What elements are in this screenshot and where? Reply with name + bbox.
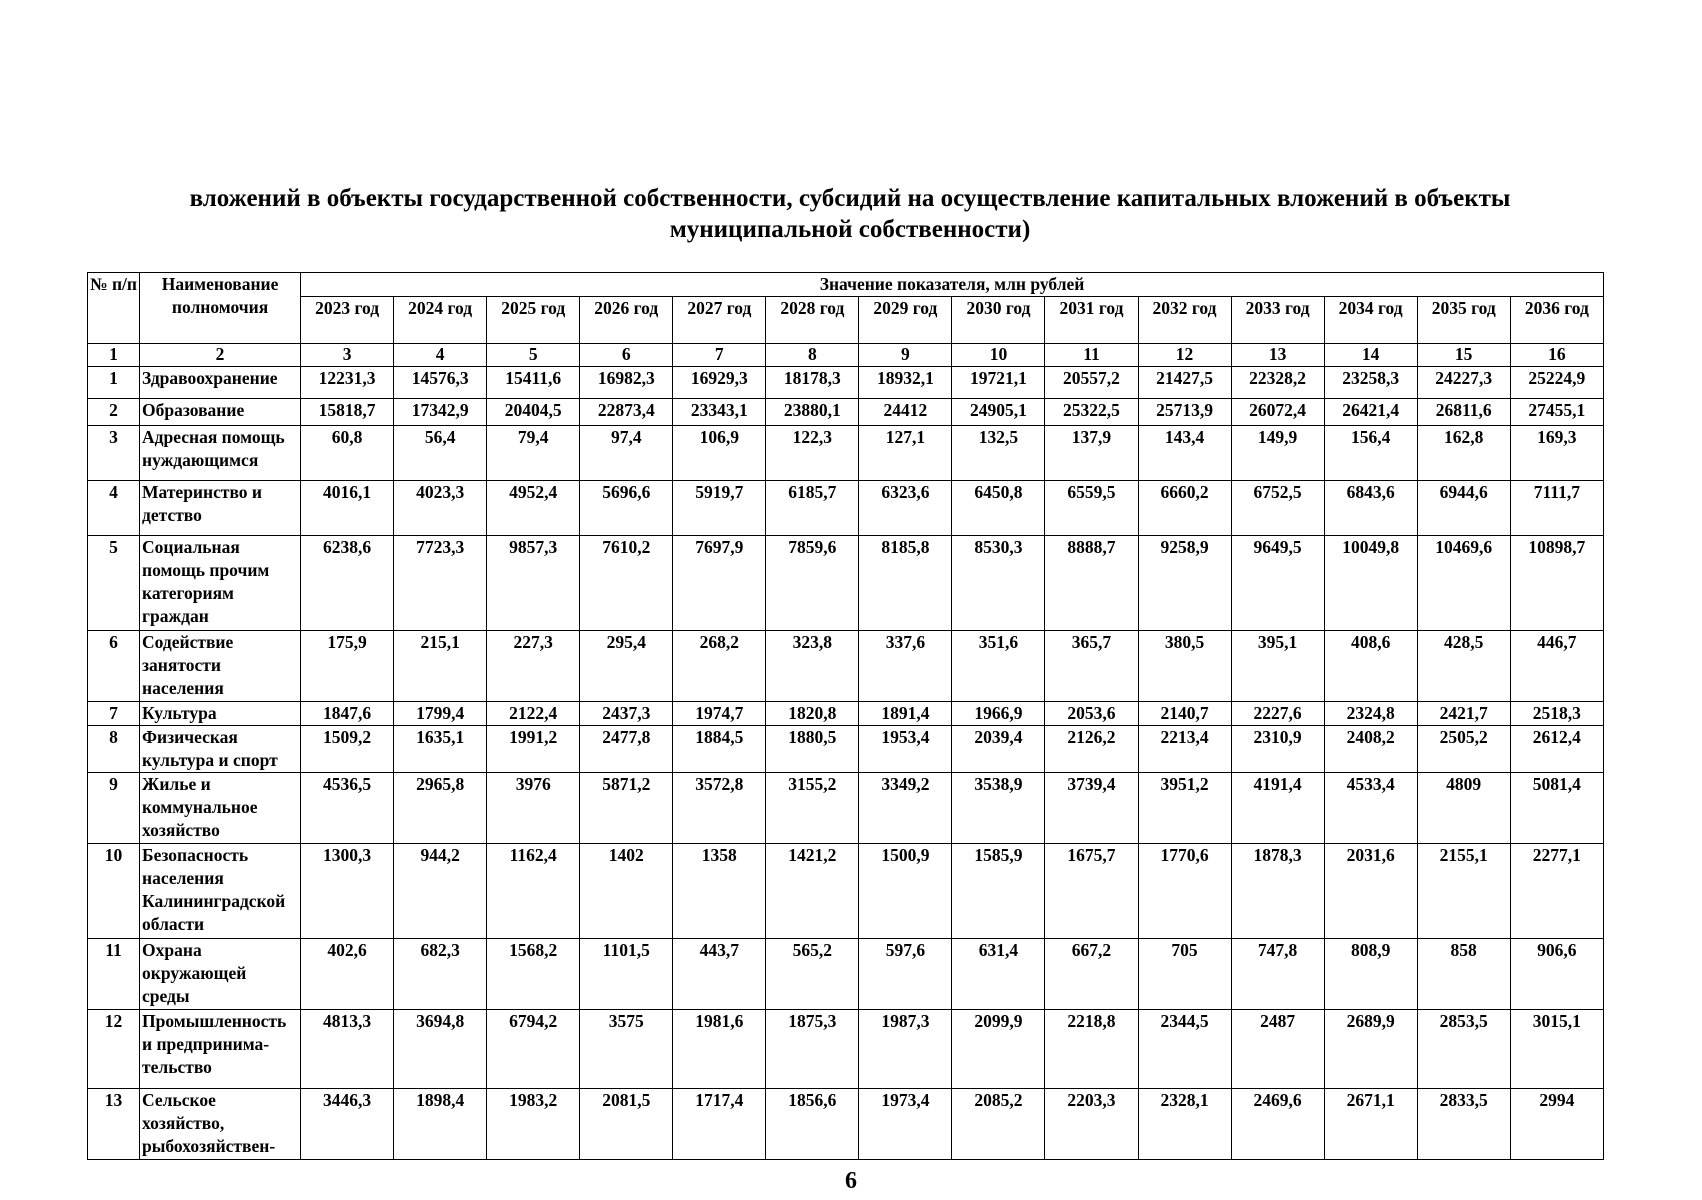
table-body — [88, 344, 1604, 1160]
value-cell: 4809 — [1417, 773, 1510, 844]
value-cell: 6185,7 — [766, 481, 859, 536]
value-cell: 631,4 — [952, 939, 1045, 1010]
value-cell: 8530,3 — [952, 536, 1045, 631]
value-cell: 597,6 — [859, 939, 952, 1010]
value-cell: 1875,3 — [766, 1010, 859, 1089]
column-header-number: № п/п — [88, 273, 140, 344]
value-cell: 747,8 — [1231, 939, 1324, 1010]
value-cell: 2227,6 — [1231, 702, 1324, 726]
column-header-name: Наименование полномочия — [140, 273, 301, 344]
value-cell: 3015,1 — [1510, 1010, 1603, 1089]
value-cell: 3976 — [487, 773, 580, 844]
value-cell: 6559,5 — [1045, 481, 1138, 536]
value-cell: 565,2 — [766, 939, 859, 1010]
value-cell: 137,9 — [1045, 426, 1138, 481]
value-cell: 2421,7 — [1417, 702, 1510, 726]
value-cell: 169,3 — [1510, 426, 1603, 481]
value-cell: 395,1 — [1231, 631, 1324, 702]
value-cell: 25322,5 — [1045, 399, 1138, 426]
value-cell: 1799,4 — [394, 702, 487, 726]
value-cell: 1635,1 — [394, 726, 487, 773]
value-cell: 97,4 — [580, 426, 673, 481]
value-cell: 2612,4 — [1510, 726, 1603, 773]
row-number-cell: 6 — [88, 631, 140, 702]
value-cell: 16982,3 — [580, 367, 673, 399]
value-cell: 4016,1 — [301, 481, 394, 536]
value-cell: 22873,4 — [580, 399, 673, 426]
year-header-10: 2032 год — [1138, 297, 1231, 344]
value-cell: 1820,8 — [766, 702, 859, 726]
value-cell: 428,5 — [1417, 631, 1510, 702]
value-cell: 156,4 — [1324, 426, 1417, 481]
value-cell: 2324,8 — [1324, 702, 1417, 726]
value-cell: 1675,7 — [1045, 844, 1138, 939]
value-cell: 402,6 — [301, 939, 394, 1010]
value-cell: 3446,3 — [301, 1089, 394, 1160]
value-cell: 6843,6 — [1324, 481, 1417, 536]
value-cell: 667,2 — [1045, 939, 1138, 1010]
value-cell: 8888,7 — [1045, 536, 1138, 631]
value-cell: 408,6 — [1324, 631, 1417, 702]
column-number-13: 13 — [1231, 344, 1324, 367]
value-cell: 1973,4 — [859, 1089, 952, 1160]
value-cell: 6660,2 — [1138, 481, 1231, 536]
row-name-cell: Адресная помощь нуждающимся — [140, 426, 301, 481]
year-header-row — [88, 297, 1604, 344]
value-cell: 22328,2 — [1231, 367, 1324, 399]
value-cell: 6794,2 — [487, 1010, 580, 1089]
value-cell: 858 — [1417, 939, 1510, 1010]
value-cell: 6752,5 — [1231, 481, 1324, 536]
value-cell: 2328,1 — [1138, 1089, 1231, 1160]
value-cell: 16929,3 — [673, 367, 766, 399]
value-cell: 3155,2 — [766, 773, 859, 844]
value-cell: 23880,1 — [766, 399, 859, 426]
value-cell: 1953,4 — [859, 726, 952, 773]
value-cell: 2518,3 — [1510, 702, 1603, 726]
value-cell: 2853,5 — [1417, 1010, 1510, 1089]
value-cell: 2505,2 — [1417, 726, 1510, 773]
value-cell: 6450,8 — [952, 481, 1045, 536]
year-header-12: 2034 год — [1324, 297, 1417, 344]
value-cell: 143,4 — [1138, 426, 1231, 481]
value-cell: 1568,2 — [487, 939, 580, 1010]
row-number-cell: 11 — [88, 939, 140, 1010]
value-cell: 9857,3 — [487, 536, 580, 631]
value-cell: 2408,2 — [1324, 726, 1417, 773]
table-row — [88, 726, 1604, 773]
value-cell: 906,6 — [1510, 939, 1603, 1010]
value-cell: 4536,5 — [301, 773, 394, 844]
row-name-cell: Сельское хозяйство, рыбохозяйствен- — [140, 1089, 301, 1160]
row-number-cell: 1 — [88, 367, 140, 399]
value-cell: 1898,4 — [394, 1089, 487, 1160]
table-row — [88, 536, 1604, 631]
column-number-1: 1 — [88, 344, 140, 367]
value-cell: 7723,3 — [394, 536, 487, 631]
value-cell: 10469,6 — [1417, 536, 1510, 631]
column-number-9: 9 — [859, 344, 952, 367]
value-cell: 5871,2 — [580, 773, 673, 844]
value-cell: 1509,2 — [301, 726, 394, 773]
value-cell: 60,8 — [301, 426, 394, 481]
value-cell: 3538,9 — [952, 773, 1045, 844]
value-cell: 446,7 — [1510, 631, 1603, 702]
value-cell: 1162,4 — [487, 844, 580, 939]
value-cell: 25224,9 — [1510, 367, 1603, 399]
value-cell: 106,9 — [673, 426, 766, 481]
column-header-value-group: Значение показателя, млн рублей — [301, 273, 1604, 297]
value-cell: 7859,6 — [766, 536, 859, 631]
value-cell: 1717,4 — [673, 1089, 766, 1160]
value-cell: 24227,3 — [1417, 367, 1510, 399]
value-cell: 17342,9 — [394, 399, 487, 426]
value-cell: 2689,9 — [1324, 1010, 1417, 1089]
column-number-2: 2 — [140, 344, 301, 367]
value-cell: 2437,3 — [580, 702, 673, 726]
page-heading-line-2: муниципальной собственности) — [669, 216, 1031, 243]
value-cell: 1421,2 — [766, 844, 859, 939]
value-cell: 1101,5 — [580, 939, 673, 1010]
value-cell: 2469,6 — [1231, 1089, 1324, 1160]
value-cell: 2140,7 — [1138, 702, 1231, 726]
table-row — [88, 426, 1604, 481]
table-row — [88, 939, 1604, 1010]
row-number-cell: 7 — [88, 702, 140, 726]
value-cell: 3575 — [580, 1010, 673, 1089]
value-cell: 3572,8 — [673, 773, 766, 844]
value-cell: 1847,6 — [301, 702, 394, 726]
value-cell: 2203,3 — [1045, 1089, 1138, 1160]
column-number-10: 10 — [952, 344, 1045, 367]
value-cell: 2994 — [1510, 1089, 1603, 1160]
value-cell: 149,9 — [1231, 426, 1324, 481]
value-cell: 10049,8 — [1324, 536, 1417, 631]
value-cell: 24905,1 — [952, 399, 1045, 426]
value-cell: 337,6 — [859, 631, 952, 702]
value-cell: 4533,4 — [1324, 773, 1417, 844]
value-cell: 1500,9 — [859, 844, 952, 939]
page-number: 6 — [845, 1168, 857, 1194]
value-cell: 7610,2 — [580, 536, 673, 631]
year-header-4: 2026 год — [580, 297, 673, 344]
value-cell: 215,1 — [394, 631, 487, 702]
row-number-cell: 5 — [88, 536, 140, 631]
value-cell: 2053,6 — [1045, 702, 1138, 726]
year-header-9: 2031 год — [1045, 297, 1138, 344]
value-cell: 20557,2 — [1045, 367, 1138, 399]
column-number-row — [88, 344, 1604, 367]
value-cell: 1300,3 — [301, 844, 394, 939]
row-number-cell: 8 — [88, 726, 140, 773]
value-cell: 2085,2 — [952, 1089, 1045, 1160]
row-number-cell: 10 — [88, 844, 140, 939]
value-cell: 227,3 — [487, 631, 580, 702]
value-cell: 175,9 — [301, 631, 394, 702]
column-number-16: 16 — [1510, 344, 1603, 367]
row-number-cell: 9 — [88, 773, 140, 844]
value-cell: 14576,3 — [394, 367, 487, 399]
value-cell: 1991,2 — [487, 726, 580, 773]
table-row — [88, 481, 1604, 536]
row-name-cell: Безопасность населения Калининградской области — [140, 844, 301, 939]
table-row — [88, 1089, 1604, 1160]
row-number-cell: 12 — [88, 1010, 140, 1089]
year-header-11: 2033 год — [1231, 297, 1324, 344]
value-cell: 2833,5 — [1417, 1089, 1510, 1160]
value-cell: 5919,7 — [673, 481, 766, 536]
value-cell: 682,3 — [394, 939, 487, 1010]
value-cell: 3349,2 — [859, 773, 952, 844]
value-cell: 2155,1 — [1417, 844, 1510, 939]
year-header-5: 2027 год — [673, 297, 766, 344]
year-header-7: 2029 год — [859, 297, 952, 344]
value-cell: 56,4 — [394, 426, 487, 481]
value-cell: 1884,5 — [673, 726, 766, 773]
value-cell: 4023,3 — [394, 481, 487, 536]
value-cell: 2477,8 — [580, 726, 673, 773]
value-cell: 1402 — [580, 844, 673, 939]
column-number-7: 7 — [673, 344, 766, 367]
value-cell: 1856,6 — [766, 1089, 859, 1160]
year-header-2: 2024 год — [394, 297, 487, 344]
value-cell: 7111,7 — [1510, 481, 1603, 536]
value-cell: 365,7 — [1045, 631, 1138, 702]
value-cell: 6238,6 — [301, 536, 394, 631]
row-number-cell: 2 — [88, 399, 140, 426]
row-number-cell: 13 — [88, 1089, 140, 1160]
value-cell: 122,3 — [766, 426, 859, 481]
value-cell: 295,4 — [580, 631, 673, 702]
value-cell: 2039,4 — [952, 726, 1045, 773]
row-number-cell: 4 — [88, 481, 140, 536]
value-cell: 2122,4 — [487, 702, 580, 726]
value-cell: 2031,6 — [1324, 844, 1417, 939]
value-cell: 18932,1 — [859, 367, 952, 399]
value-cell: 4191,4 — [1231, 773, 1324, 844]
value-cell: 1891,4 — [859, 702, 952, 726]
year-header-6: 2028 год — [766, 297, 859, 344]
value-cell: 6944,6 — [1417, 481, 1510, 536]
row-name-cell: Жилье и коммунальное хозяйство — [140, 773, 301, 844]
value-cell: 21427,5 — [1138, 367, 1231, 399]
value-cell: 2213,4 — [1138, 726, 1231, 773]
value-cell: 1983,2 — [487, 1089, 580, 1160]
indicator-table — [87, 272, 1604, 1160]
column-number-6: 6 — [580, 344, 673, 367]
value-cell: 162,8 — [1417, 426, 1510, 481]
column-number-4: 4 — [394, 344, 487, 367]
year-header-14: 2036 год — [1510, 297, 1603, 344]
value-cell: 268,2 — [673, 631, 766, 702]
value-cell: 2965,8 — [394, 773, 487, 844]
value-cell: 20404,5 — [487, 399, 580, 426]
value-cell: 19721,1 — [952, 367, 1045, 399]
column-number-15: 15 — [1417, 344, 1510, 367]
value-cell: 2310,9 — [1231, 726, 1324, 773]
value-cell: 808,9 — [1324, 939, 1417, 1010]
value-cell: 26811,6 — [1417, 399, 1510, 426]
year-header-3: 2025 год — [487, 297, 580, 344]
value-cell: 23343,1 — [673, 399, 766, 426]
value-cell: 3739,4 — [1045, 773, 1138, 844]
row-name-cell: Культура — [140, 702, 301, 726]
column-number-14: 14 — [1324, 344, 1417, 367]
value-cell: 1880,5 — [766, 726, 859, 773]
column-number-11: 11 — [1045, 344, 1138, 367]
row-name-cell: Образование — [140, 399, 301, 426]
value-cell: 7697,9 — [673, 536, 766, 631]
column-number-5: 5 — [487, 344, 580, 367]
value-cell: 705 — [1138, 939, 1231, 1010]
value-cell: 8185,8 — [859, 536, 952, 631]
table-row — [88, 367, 1604, 399]
value-cell: 2487 — [1231, 1010, 1324, 1089]
table-row — [88, 773, 1604, 844]
table-row — [88, 631, 1604, 702]
value-cell: 15818,7 — [301, 399, 394, 426]
row-name-cell: Содействие занятости населения — [140, 631, 301, 702]
value-cell: 26072,4 — [1231, 399, 1324, 426]
page-heading-line-1: вложений в объекты государственной собственности, субсидий на осуществление капитальных вложений в объекты — [189, 185, 1511, 212]
value-cell: 323,8 — [766, 631, 859, 702]
table-row — [88, 399, 1604, 426]
row-name-cell: Здравоохранение — [140, 367, 301, 399]
value-cell: 79,4 — [487, 426, 580, 481]
value-cell: 1966,9 — [952, 702, 1045, 726]
value-cell: 1878,3 — [1231, 844, 1324, 939]
value-cell: 4813,3 — [301, 1010, 394, 1089]
value-cell: 1981,6 — [673, 1010, 766, 1089]
value-cell: 10898,7 — [1510, 536, 1603, 631]
value-cell: 2671,1 — [1324, 1089, 1417, 1160]
row-name-cell: Физическая культура и спорт — [140, 726, 301, 773]
value-cell: 18178,3 — [766, 367, 859, 399]
year-header-8: 2030 год — [952, 297, 1045, 344]
year-header-1: 2023 год — [301, 297, 394, 344]
value-cell: 15411,6 — [487, 367, 580, 399]
value-cell: 9258,9 — [1138, 536, 1231, 631]
value-cell: 5696,6 — [580, 481, 673, 536]
value-cell: 3951,2 — [1138, 773, 1231, 844]
value-cell: 9649,5 — [1231, 536, 1324, 631]
value-cell: 2218,8 — [1045, 1010, 1138, 1089]
value-cell: 25713,9 — [1138, 399, 1231, 426]
value-cell: 3694,8 — [394, 1010, 487, 1089]
row-name-cell: Охрана окружающей среды — [140, 939, 301, 1010]
page-heading — [70, 183, 1630, 245]
value-cell: 1358 — [673, 844, 766, 939]
table-row — [88, 1010, 1604, 1089]
value-cell: 27455,1 — [1510, 399, 1603, 426]
value-cell: 1770,6 — [1138, 844, 1231, 939]
value-cell: 2099,9 — [952, 1010, 1045, 1089]
row-name-cell: Материнство и детство — [140, 481, 301, 536]
value-cell: 5081,4 — [1510, 773, 1603, 844]
value-cell: 26421,4 — [1324, 399, 1417, 426]
value-cell: 2081,5 — [580, 1089, 673, 1160]
value-cell: 2126,2 — [1045, 726, 1138, 773]
value-cell: 2277,1 — [1510, 844, 1603, 939]
value-cell: 1987,3 — [859, 1010, 952, 1089]
column-number-8: 8 — [766, 344, 859, 367]
table-row — [88, 844, 1604, 939]
value-cell: 6323,6 — [859, 481, 952, 536]
value-cell: 380,5 — [1138, 631, 1231, 702]
value-cell: 944,2 — [394, 844, 487, 939]
year-header-13: 2035 год — [1417, 297, 1510, 344]
value-cell: 2344,5 — [1138, 1010, 1231, 1089]
column-number-12: 12 — [1138, 344, 1231, 367]
value-cell: 351,6 — [952, 631, 1045, 702]
value-cell: 1974,7 — [673, 702, 766, 726]
row-name-cell: Социальная помощь прочим категориям граждан — [140, 536, 301, 631]
value-cell: 23258,3 — [1324, 367, 1417, 399]
table-row — [88, 702, 1604, 726]
value-cell: 1585,9 — [952, 844, 1045, 939]
value-cell: 443,7 — [673, 939, 766, 1010]
value-cell: 132,5 — [952, 426, 1045, 481]
row-number-cell: 3 — [88, 426, 140, 481]
column-number-3: 3 — [301, 344, 394, 367]
value-cell: 12231,3 — [301, 367, 394, 399]
value-cell: 4952,4 — [487, 481, 580, 536]
value-cell: 127,1 — [859, 426, 952, 481]
value-cell: 24412 — [859, 399, 952, 426]
row-name-cell: Промышленность и предпринима-тельство — [140, 1010, 301, 1089]
